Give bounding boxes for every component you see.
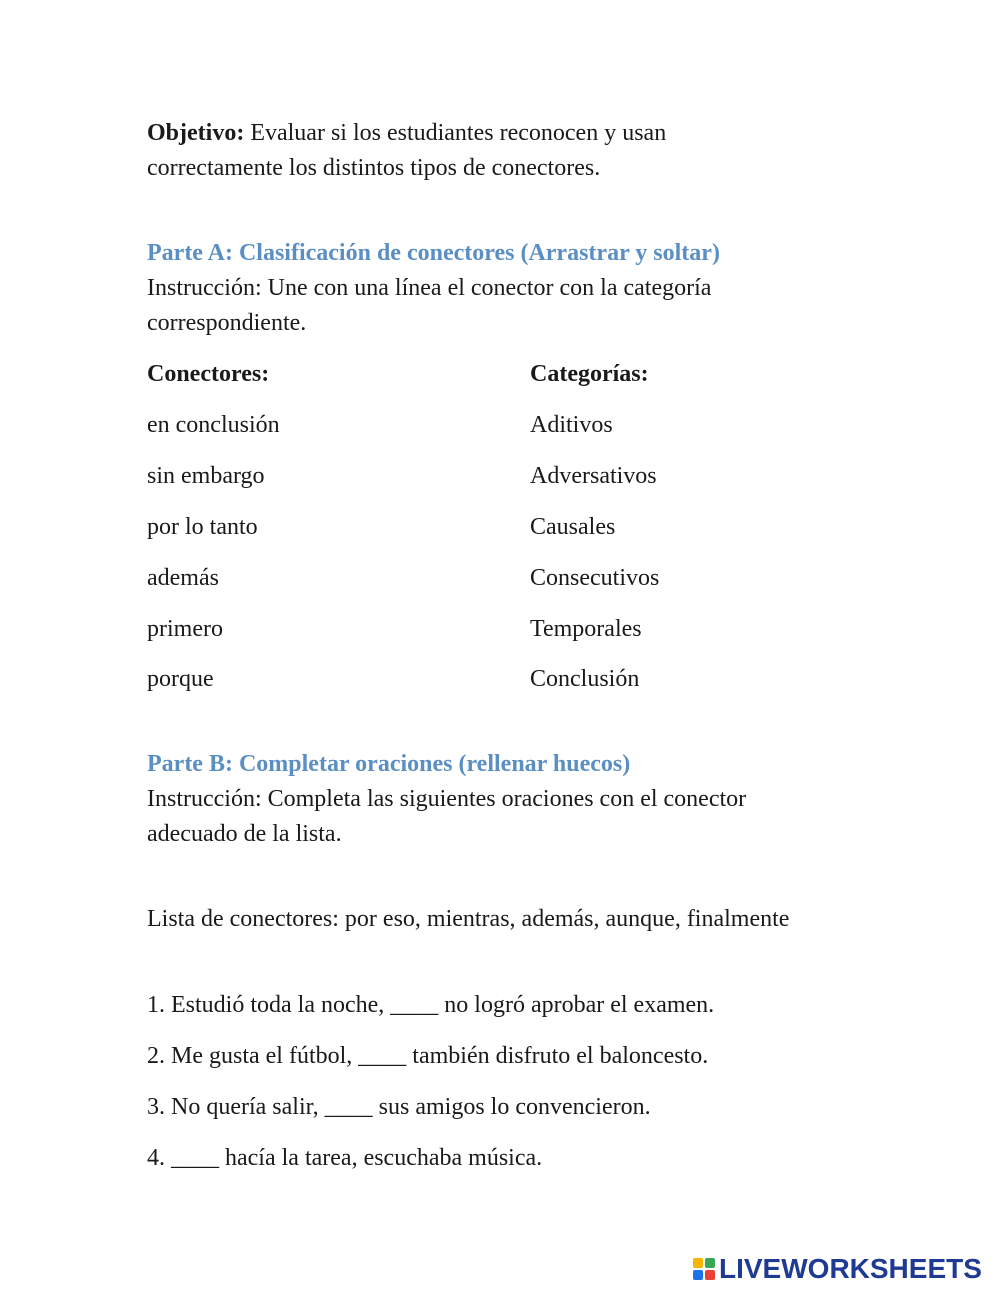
category-item[interactable]: Causales [530,514,616,540]
categories-header: Categorías: [530,361,649,387]
part-a-heading: Parte A: Clasificación de conectores (Arrastrar y soltar) [147,240,720,266]
connector-item[interactable]: además [147,565,219,591]
connector-list: Lista de conectores: por eso, mientras, además, aunque, finalmente [147,906,790,932]
category-item[interactable]: Consecutivos [530,565,660,591]
connector-item[interactable]: porque [147,666,214,692]
category-item[interactable]: Aditivos [530,412,613,438]
objective-text: Evaluar si los estudiantes reconocen y usan [244,120,667,146]
part-a-instruction-line-1: Instrucción: Une con una línea el conector con la categoría [147,275,712,301]
category-item[interactable]: Conclusión [530,666,640,692]
liveworksheets-logo [693,1253,982,1285]
sentence-3[interactable]: 3. No quería salir, ____ sus amigos lo convencieron. [147,1094,651,1120]
objective-label: Objetivo: [147,120,245,146]
connectors-header: Conectores: [147,361,270,387]
connector-item[interactable]: primero [147,616,223,642]
part-b-instruction-line-2: adecuado de la lista. [147,821,342,847]
sentence-1[interactable]: 1. Estudió toda la noche, ____ no logró aprobar el examen. [147,992,715,1018]
part-b-instruction-line-1: Instrucción: Completa las siguientes oraciones con el conector [147,786,747,812]
connector-item[interactable]: sin embargo [147,463,265,489]
objective-line-2: correctamente los distintos tipos de conectores. [147,155,601,181]
connector-item[interactable]: en conclusión [147,412,280,438]
logo-text: LIVEWORKSHEETS [719,1253,982,1284]
category-item[interactable]: Adversativos [530,463,657,489]
sentence-2[interactable]: 2. Me gusta el fútbol, ____ también disfruto el baloncesto. [147,1043,709,1069]
sentence-4[interactable]: 4. ____ hacía la tarea, escuchaba música. [147,1145,543,1171]
part-b-heading: Parte B: Completar oraciones (rellenar huecos) [147,751,631,777]
part-a-instruction-line-2: correspondiente. [147,310,307,336]
category-item[interactable]: Temporales [530,616,642,642]
liveworksheets-logo-icon [693,1258,715,1280]
connector-item[interactable]: por lo tanto [147,514,258,540]
objective-line-1 [147,116,666,151]
